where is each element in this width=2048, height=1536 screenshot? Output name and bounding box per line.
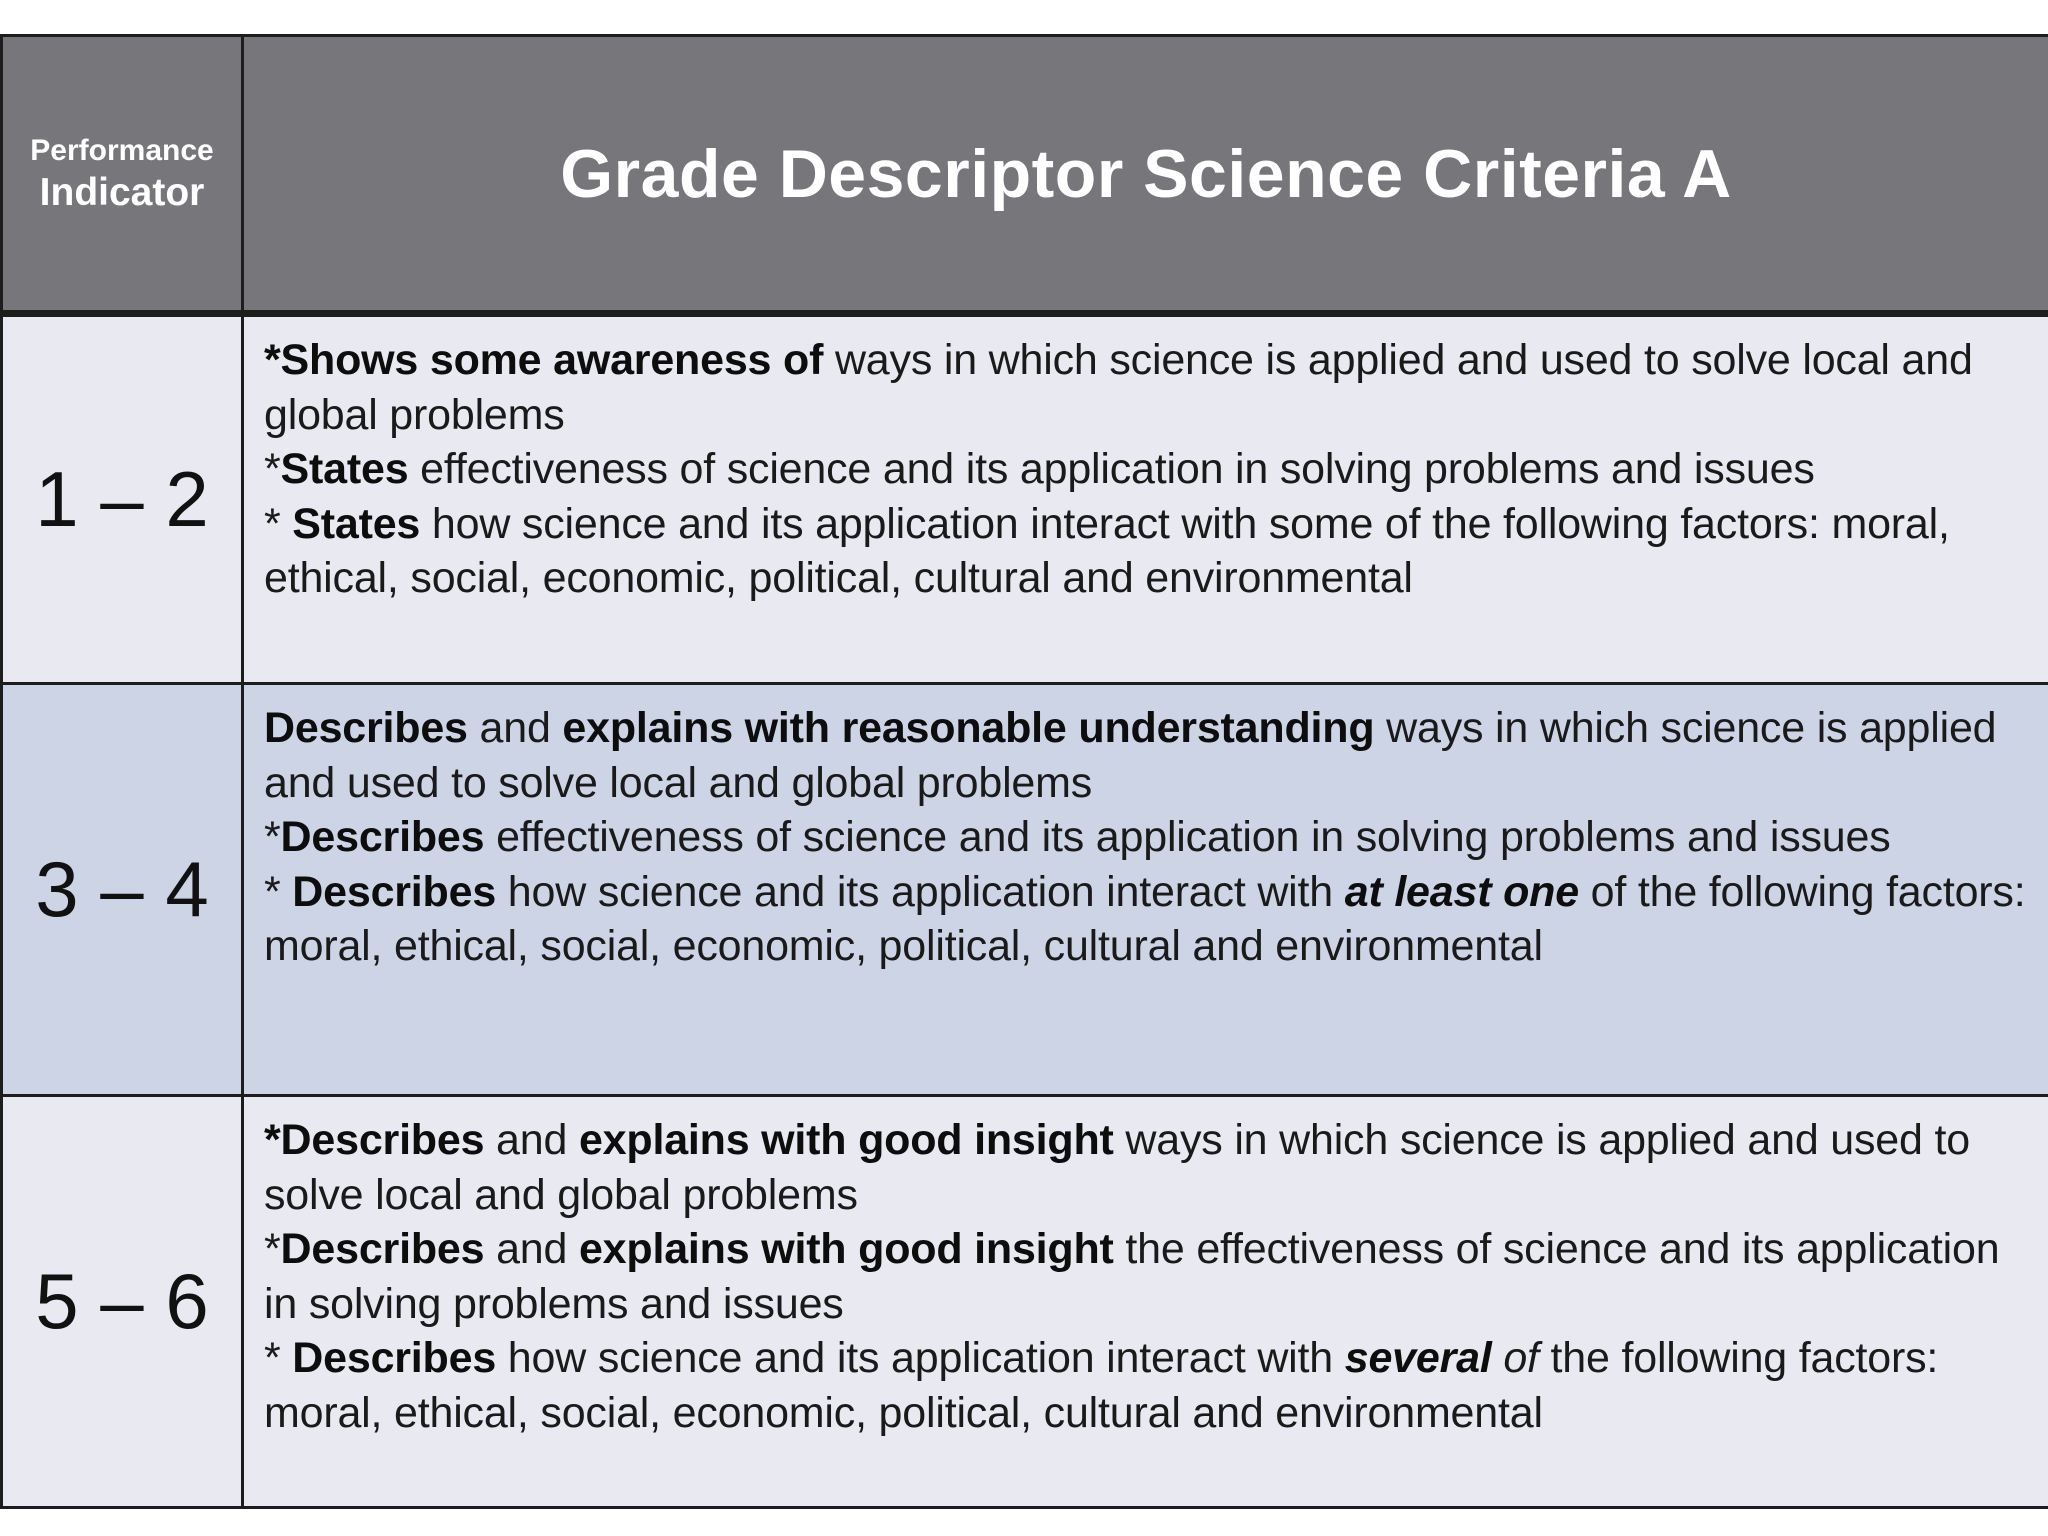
descriptor-text: ways in which science is applied and used to solve local and global problems [264, 704, 1997, 807]
descriptor-emphasis: explains with reasonable understanding [562, 704, 1375, 752]
descriptor-text: ways in which science is applied and used to solve local and global problems [264, 336, 1973, 439]
table-title-header [243, 36, 2048, 314]
descriptor-text: * [264, 499, 293, 548]
descriptor-cell [243, 684, 2048, 1096]
table-row [2, 314, 2048, 684]
descriptor-emphasis: States [292, 499, 421, 548]
descriptor-emphasis: *Describes [264, 1116, 485, 1164]
descriptor-line [264, 1113, 2028, 1222]
descriptor-text: ways in which science is applied and used to solve local and global problems [264, 1116, 1970, 1219]
header-performance-label: Performance [30, 133, 214, 167]
descriptor-emphasis-italic: several [1344, 1334, 1492, 1382]
level-cell: 1 – 2 [2, 314, 243, 684]
descriptor-text: effectiveness of science and its application in solving problems and issues [484, 813, 1891, 861]
descriptor-line [264, 701, 2028, 810]
descriptor-text: and [484, 1225, 579, 1273]
descriptor-line [264, 1222, 2028, 1331]
descriptor-line [264, 497, 2028, 606]
descriptor-text: * [264, 867, 293, 916]
descriptor-line [264, 333, 2028, 442]
descriptor-text: * [264, 445, 281, 493]
table-row [2, 684, 2048, 1096]
descriptor-text: and [484, 1116, 579, 1164]
descriptor-text: how science and its application interact with [496, 867, 1345, 916]
descriptor-emphasis-italic: at least one [1344, 867, 1579, 916]
descriptor-emphasis: Describes [292, 1334, 497, 1382]
descriptor-emphasis: *Shows some awareness of [264, 336, 824, 384]
descriptor-italic: of [1491, 1334, 1539, 1382]
grade-descriptor-table [0, 34, 2048, 1509]
descriptor-cell [243, 314, 2048, 684]
level-cell: 3 – 4 [2, 684, 243, 1096]
descriptor-cell [243, 1096, 2048, 1508]
descriptor-emphasis: Describes [280, 813, 485, 861]
descriptor-emphasis: Describes [280, 1225, 485, 1273]
descriptor-line [264, 865, 2028, 974]
descriptor-emphasis: Describes [292, 867, 497, 916]
descriptor-text: effectiveness of science and its application in solving problems and issues [408, 445, 1815, 493]
table-row [2, 1096, 2048, 1508]
descriptor-text: of the following factors: moral, ethical, social, economic, political, cultural and environmental [264, 867, 2026, 970]
descriptor-text: * [264, 1225, 281, 1273]
descriptor-line [264, 1331, 2028, 1440]
descriptor-emphasis: explains with good insight [578, 1116, 1114, 1164]
descriptor-emphasis: States [280, 445, 409, 493]
descriptor-text: the following factors: moral, ethical, social, economic, political, cultural and environmental [264, 1334, 1939, 1437]
level-cell: 5 – 6 [2, 1096, 243, 1508]
descriptor-emphasis: Describes [264, 704, 468, 752]
descriptor-text: how science and its application interact with [496, 1334, 1345, 1382]
descriptor-emphasis: explains with good insight [578, 1225, 1114, 1273]
header-row [2, 36, 2048, 314]
descriptor-line [264, 442, 2028, 497]
descriptor-line [264, 810, 2028, 865]
descriptor-text: and [467, 704, 563, 752]
table-title: Grade Descriptor Science Criteria A [560, 135, 1732, 212]
descriptor-text: * [264, 1334, 293, 1382]
descriptor-text: * [264, 813, 281, 861]
performance-indicator-header [2, 36, 243, 314]
descriptor-text: how science and its application interact with some of the following factors: moral, ethical, social, economic, political, cultural and environmental [264, 499, 1950, 602]
descriptor-text: the effectiveness of science and its application in solving problems and issues [264, 1225, 2000, 1328]
header-indicator-label: Indicator [39, 170, 205, 214]
